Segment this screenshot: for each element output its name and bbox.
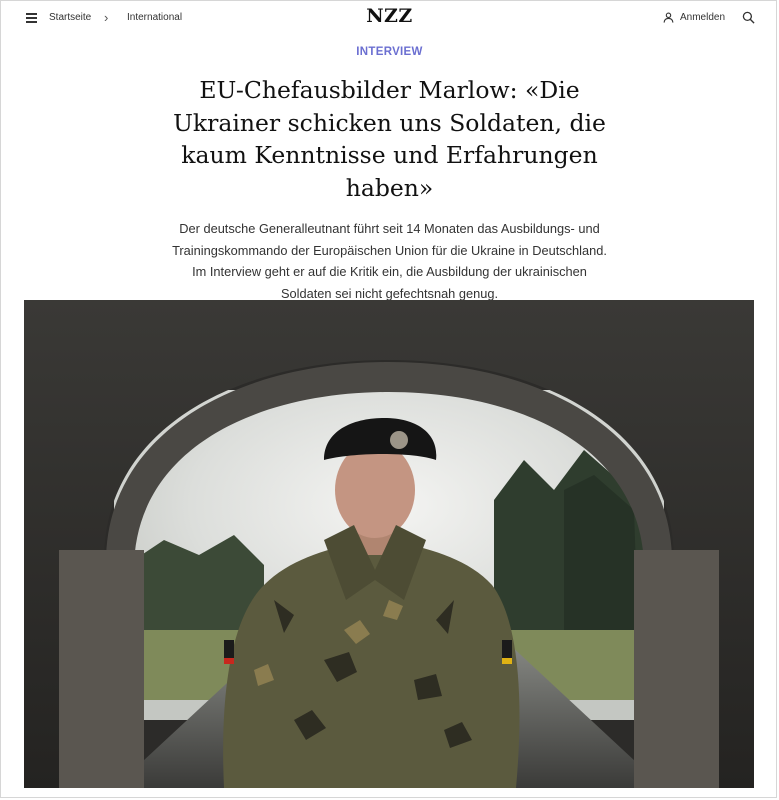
breadcrumb-international[interactable]: International	[127, 12, 183, 23]
article-lead: Der deutsche Generalleutnant führt seit 14 Monaten das Ausbildungs- und Trainingskommando der Europäischen Union für die Ukraine in Deutschland. Im Interview geht er auf die Kritik ein, die Ausbildung der ukrainischen Soldaten sei nicht gefechtsnah genug.	[172, 221, 607, 301]
article-hero-image	[24, 300, 754, 788]
login-label: Anmelden	[680, 12, 726, 23]
user-icon	[663, 12, 674, 23]
article-kicker: INTERVIEW	[356, 46, 423, 58]
site-header	[0, 0, 779, 38]
chevron-right-icon: ›	[104, 10, 109, 25]
menu-icon[interactable]	[26, 13, 37, 23]
login-button[interactable]	[663, 12, 725, 23]
nzz-logo[interactable]: NZZ	[366, 5, 413, 27]
search-icon[interactable]	[742, 11, 755, 24]
breadcrumb-startseite[interactable]: Startseite	[49, 12, 92, 23]
article-headline: EU-Chefausbilder Marlow: «Die Ukrainer schicken uns Soldaten, die kaum Kenntnisse und Erfahrungen haben»	[173, 76, 606, 202]
